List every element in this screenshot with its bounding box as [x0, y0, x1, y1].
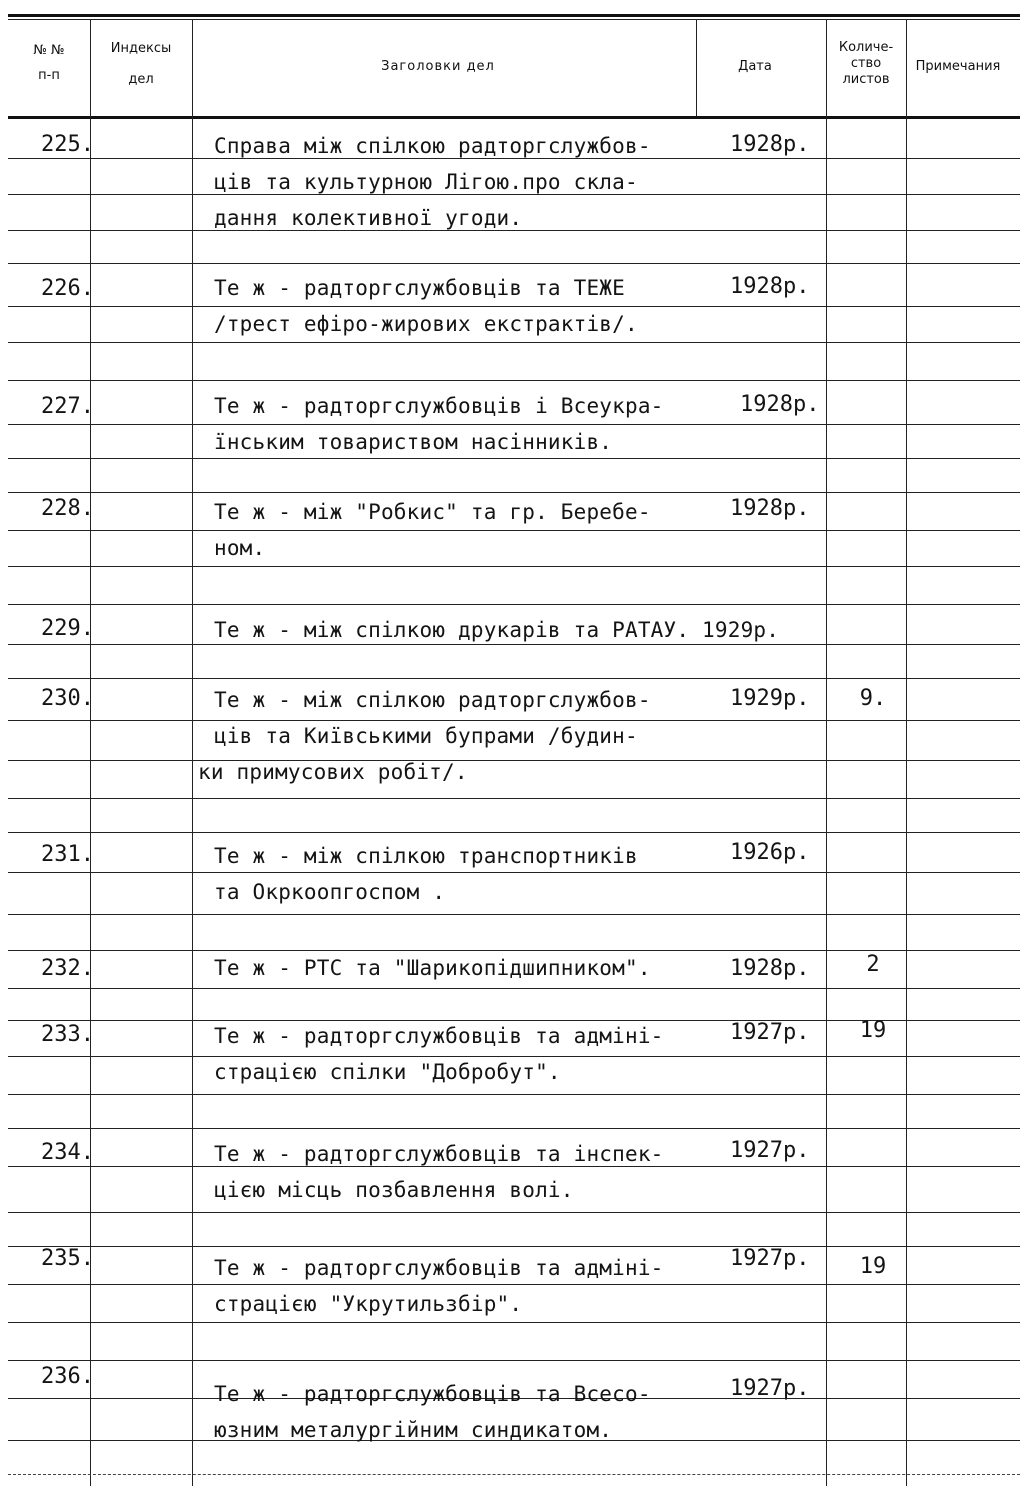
row-title-line: Те ж - радторгслужбовців та інспек-	[214, 1142, 664, 1166]
row-number: 229.	[41, 616, 94, 641]
row-number: 235.	[41, 1246, 94, 1271]
row-title-line: Те ж - радторгслужбовців та адміні-	[214, 1256, 664, 1280]
rule	[8, 798, 1020, 799]
header-count	[826, 40, 906, 88]
row-title	[214, 950, 651, 986]
header-num-sub: п-п	[38, 68, 60, 83]
rule	[8, 1322, 1020, 1323]
rule	[8, 832, 1020, 833]
rule	[8, 1094, 1020, 1095]
row-title	[214, 1250, 664, 1322]
row-number: 232.	[41, 956, 94, 981]
row-date: 1927р.	[730, 1020, 810, 1045]
header-count-1: Количе-	[838, 40, 894, 55]
row-title	[214, 1136, 664, 1208]
col-divider-date	[826, 19, 827, 1486]
header-date: Дата	[738, 59, 772, 74]
row-number: 228.	[41, 496, 94, 521]
header-count-2: ство	[850, 56, 882, 71]
row-title	[214, 1376, 651, 1448]
row-date: 1928р.	[730, 956, 810, 981]
row-title-line: Те ж - між "Робкис" та гр. Беребе-	[214, 500, 651, 524]
row-number: 236.	[41, 1364, 94, 1389]
row-date: 1928р.	[730, 132, 810, 157]
row-title-line: ки примусових робіт/.	[198, 760, 468, 784]
row-title-line: страцією "Укрутильзбір".	[214, 1292, 523, 1316]
row-date: 1927р.	[730, 1246, 810, 1271]
rule	[8, 1212, 1020, 1213]
header-index	[96, 40, 186, 88]
row-number: 230.	[41, 686, 94, 711]
header-index-sub: дел	[128, 72, 154, 87]
row-date: 1926р.	[730, 840, 810, 865]
top-rule-thin	[8, 19, 1020, 20]
col-divider-count	[906, 19, 907, 1486]
rule	[8, 1360, 1020, 1361]
top-rule	[8, 14, 1020, 17]
rule	[8, 263, 1020, 264]
row-title-line: ців та культурною Лігою.про скла-	[214, 170, 638, 194]
row-title	[198, 682, 651, 790]
row-date: 1927р.	[730, 1138, 810, 1163]
row-title-line: Те ж - між спілкою радторгслужбов-	[214, 688, 651, 712]
row-title-line: Те ж - радторгслужбовців та Всесо-	[214, 1382, 651, 1406]
rule	[8, 1246, 1020, 1247]
row-date: 1929р.	[730, 686, 810, 711]
row-date: 1928р.	[730, 274, 810, 299]
row-title-line: цією місць позбавлення волі.	[214, 1178, 574, 1202]
rule	[8, 1474, 1020, 1475]
rule	[8, 492, 1020, 493]
row-number: 233.	[41, 1022, 94, 1047]
header-notes: Примечания	[915, 59, 1001, 74]
row-sheets: 19	[859, 1018, 887, 1043]
row-date: 1927р.	[730, 1376, 810, 1401]
row-title-line: страцією спілки "Добробут".	[214, 1060, 561, 1084]
rule	[8, 342, 1020, 343]
row-title-line: Справа між спілкою радторгслужбов-	[214, 134, 651, 158]
row-title-line: дання колективної угоди.	[214, 206, 523, 230]
header-count-3: листов	[842, 72, 890, 87]
row-sheets: 9.	[859, 686, 887, 711]
row-title	[214, 494, 651, 566]
row-number: 225.	[41, 132, 94, 157]
header-bottom-rule	[8, 116, 1020, 119]
row-title-line: та Окркоопгоспом .	[214, 880, 446, 904]
row-title	[214, 388, 664, 460]
rule	[8, 914, 1020, 915]
row-title-line: Те ж - РТС та "Шарикопідшипником".	[214, 956, 651, 980]
row-title-line: юзним металургійним синдикатом.	[214, 1418, 613, 1442]
rule	[8, 566, 1020, 567]
header-num	[14, 42, 84, 84]
row-number: 227.	[41, 394, 94, 419]
header-titles: Заголовки дел	[381, 59, 495, 74]
row-title-line: Те ж - радторгслужбовців та ТЕЖЕ	[214, 276, 625, 300]
header-index-label: Индексы	[110, 41, 172, 56]
row-date: 1928р.	[740, 392, 820, 417]
row-number: 231.	[41, 842, 94, 867]
row-title-line: Те ж - радторгслужбовців та адміні-	[214, 1024, 664, 1048]
row-title-line: ном.	[214, 536, 266, 560]
col-divider-index	[192, 19, 193, 1486]
row-number: 226.	[41, 276, 94, 301]
row-title-line: /трест ефіро-жирових екстрактів/.	[214, 312, 638, 336]
row-title	[214, 128, 651, 236]
row-title	[214, 838, 638, 910]
row-title-line: їнським товариством насінників.	[214, 430, 613, 454]
rule	[8, 988, 1020, 989]
rule	[8, 678, 1020, 679]
row-date: 1928р.	[730, 496, 810, 521]
row-title-line: Те ж - між спілкою друкарів та РАТАУ. 1929р.	[214, 618, 780, 642]
rule	[8, 1128, 1020, 1129]
row-title-line: Те ж - між спілкою транспортників	[214, 844, 638, 868]
col-divider-title-header	[696, 19, 697, 116]
rule	[8, 604, 1020, 605]
row-title	[214, 1018, 664, 1090]
row-sheets: 19	[859, 1254, 887, 1279]
row-number: 234.	[41, 1140, 94, 1165]
row-title-line: ців та Київськими бупрами /будин-	[214, 724, 638, 748]
header-num-label: № №	[33, 43, 65, 58]
rule	[8, 380, 1020, 381]
row-title-line: Те ж - радторгслужбовців і Всеукра-	[214, 394, 664, 418]
row-title	[214, 612, 779, 648]
row-title	[214, 270, 638, 342]
row-sheets: 2	[866, 952, 880, 977]
